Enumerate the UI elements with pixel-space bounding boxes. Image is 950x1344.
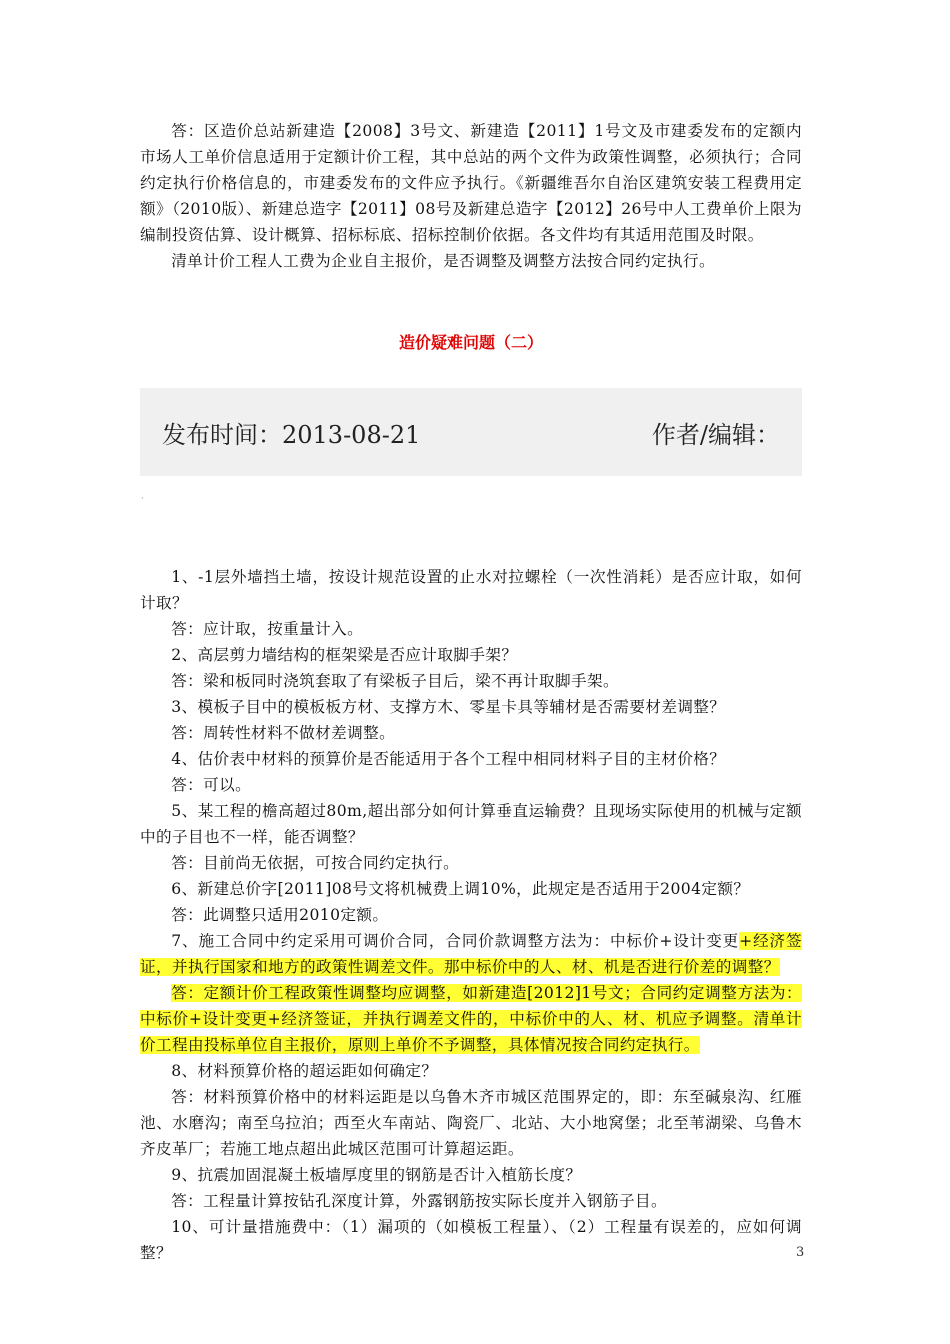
section-title: 造价疑难问题（二）	[398, 333, 543, 352]
article-meta	[140, 388, 802, 476]
question-1: 1、-1层外墙挡土墙，按设计规范设置的止水对拉螺栓（一次性消耗）是否应计取，如何计取？	[140, 568, 802, 612]
intro-answer: 答：区造价总站新建造【2008】3号文、新建造【2011】1号文及市建委发布的定额内市场人工单价信息适用于定额计价工程，其中总站的两个文件为政策性调整，必须执行；合同约定执行价格信息的，市建委发布的文件应予执行。《新疆维吾尔自治区建筑安装工程费用定额》（2010版）、新建总造字【2011】08号及新建总造字【2012】26号中人工费单价上限为编制投资估算、设计概算、招标标底、招标控制价依据。各文件均有其适用范围及时限。	[140, 122, 802, 244]
question-10: 10、可计量措施费中：（1）漏项的（如模板工程量）、（2）工程量有误差的，应如何调整？	[140, 1218, 802, 1262]
question-6: 6、新建总价字[2011]08号文将机械费上调10%，此规定是否适用于2004定额？	[171, 880, 750, 898]
question-7-text: 7、施工合同中约定采用可调价合同，合同价款调整方法为：中标价+设计变更	[171, 932, 740, 950]
qa-list	[140, 564, 805, 1266]
separator-dot: ·	[141, 494, 144, 503]
question-8: 8、材料预算价格的超运距如何确定？	[171, 1062, 438, 1080]
publish-time: 发布时间：2013-08-21	[162, 420, 421, 449]
question-7-highlight: +经济签证，并执行国家和地方的政策性调差文件。那中标价中的人、材、机是否进行价差的调整？	[140, 932, 802, 976]
answer-8: 答：材料预算价格中的材料运距是以乌鲁木齐市城区范围界定的，即：东至碱泉沟、红雁池、水磨沟；南至乌拉泊；西至火车南站、陶瓷厂、北站、大小地窝堡；北至苇湖梁、乌鲁木齐皮革厂；若施工地点超出此城区范围可计算超运距。	[140, 1088, 802, 1158]
answer-9: 答：工程量计算按钻孔深度计算，外露钢筋按实际长度并入钢筋子目。	[171, 1192, 667, 1210]
answer-5: 答：目前尚无依据，可按合同约定执行。	[171, 854, 460, 872]
question-5: 5、某工程的檐高超过80m,超出部分如何计算垂直运输费？且现场实际使用的机械与定额中的子目也不一样，能否调整？	[140, 802, 802, 846]
question-3: 3、模板子目中的模板板方材、支撑方木、零星卡具等辅材是否需要材差调整？	[171, 698, 726, 716]
question-2: 2、高层剪力墙结构的框架梁是否应计取脚手架？	[171, 646, 518, 664]
question-9: 9、抗震加固混凝土板墙厚度里的钢筋是否计入植筋长度？	[171, 1166, 582, 1184]
author-editor: 作者/编辑：	[651, 420, 780, 449]
intro-block	[140, 118, 802, 274]
question-7	[140, 928, 802, 980]
question-4: 4、估价表中材料的预算价是否能适用于各个工程中相同材料子目的主材价格？	[171, 750, 726, 768]
intro-note: 清单计价工程人工费为企业自主报价，是否调整及调整方法按合同约定执行。	[171, 252, 715, 270]
answer-6: 答：此调整只适用2010定额。	[171, 906, 389, 924]
answer-7-highlight: 答：定额计价工程政策性调整均应调整，如新建造[2012]1号文；合同约定调整方法为：中标价+设计变更+经济签证，并执行调差文件的，中标价中的人、材、机应予调整。清单计价工程由投标单位自主报价，原则上单价不予调整，具体情况按合同约定执行。	[140, 984, 802, 1054]
answer-7	[140, 980, 802, 1058]
answer-2: 答：梁和板同时浇筑套取了有梁板子目后，梁不再计取脚手架。	[171, 672, 620, 690]
answer-3: 答：周转性材料不做材差调整。	[171, 724, 396, 742]
answer-1: 答：应计取，按重量计入。	[171, 620, 364, 638]
answer-4: 答：可以。	[171, 776, 252, 794]
page-number: 3	[796, 1245, 805, 1260]
